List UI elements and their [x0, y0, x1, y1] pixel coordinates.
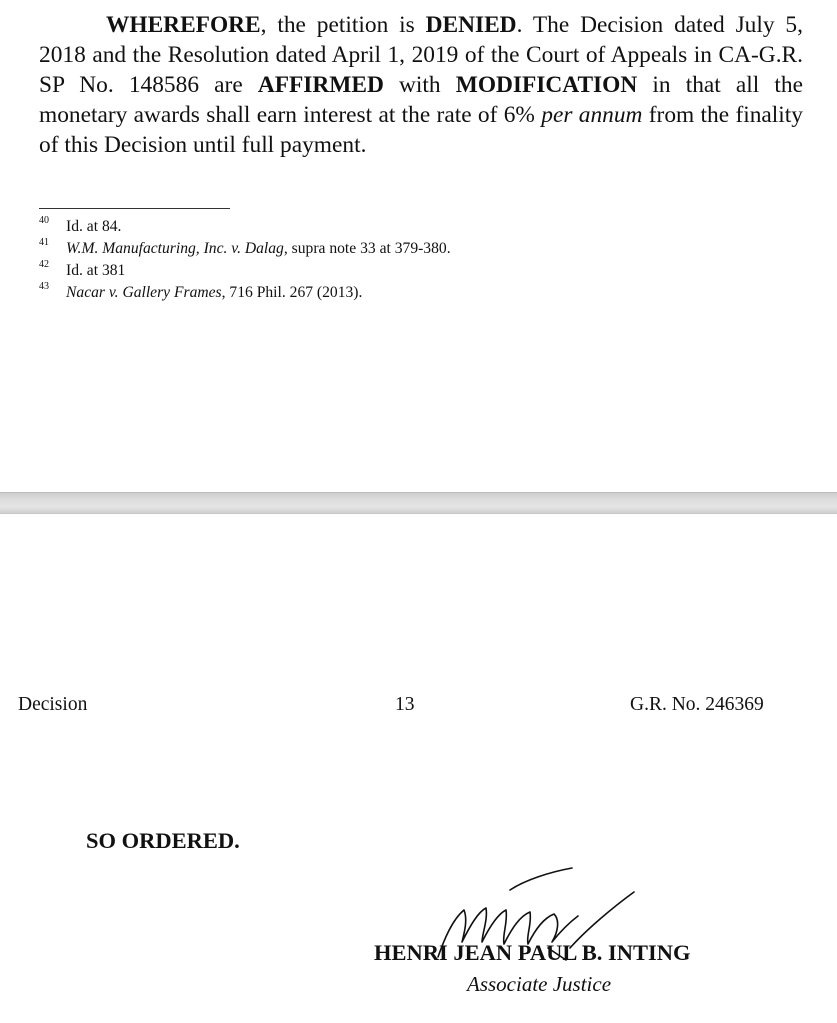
page-separator: [0, 492, 837, 514]
page-header: [0, 692, 837, 718]
signatory-name: HENRI JEAN PAUL B. INTING: [374, 940, 691, 965]
page-number: 13: [395, 694, 415, 715]
so-ordered-text: SO ORDERED.: [86, 828, 240, 853]
footnote-number: 41: [39, 237, 49, 248]
case-citation: W.M. Manufacturing, Inc. v. Dalag: [66, 240, 284, 257]
dispositive-paragraph: WHEREFORE, the petition is DENIED. The Decision dated July 5, 2018 and the Resolution dated April 1, 2019 of the Court of Appeals in CA-G.R. SP No. 148586 are AFFIRMED with MODIFICATION in that all the monetary awards shall earn interest at the rate of 6% per annum from the finality of this Decision until full payment.: [39, 12, 804, 158]
signatory-title: Associate Justice: [467, 972, 612, 996]
footnote-text: Id. at 84.: [66, 218, 122, 235]
footnote-number: 43: [39, 281, 49, 292]
footnote-text: Id. at 381: [66, 262, 126, 279]
footnote-40: [39, 216, 739, 238]
wherefore-label: WHEREFORE: [106, 12, 261, 38]
case-citation: Nacar v. Gallery Frames: [66, 284, 222, 301]
footnote-number: 40: [39, 215, 49, 226]
footnote-43: [39, 282, 739, 304]
footnote-42: [39, 260, 739, 282]
footnote-text: Nacar v. Gallery Frames, 716 Phil. 267 (2013).: [66, 284, 363, 301]
footnote-text: W.M. Manufacturing, Inc. v. Dalag, supra note 33 at 379-380.: [66, 240, 451, 257]
footnote-number: 42: [39, 259, 49, 270]
page-12-bottom: [0, 0, 837, 492]
denied-label: DENIED: [425, 12, 517, 38]
affirmed-label: AFFIRMED: [257, 72, 384, 98]
modification-label: MODIFICATION: [455, 72, 638, 98]
footnote-41: [39, 238, 739, 260]
document-type-label: Decision: [18, 694, 88, 715]
per-annum-text: per annum: [541, 102, 643, 128]
footnotes-list: [39, 216, 739, 304]
footnote-divider: [39, 208, 230, 209]
case-number: G.R. No. 246369: [630, 694, 764, 715]
